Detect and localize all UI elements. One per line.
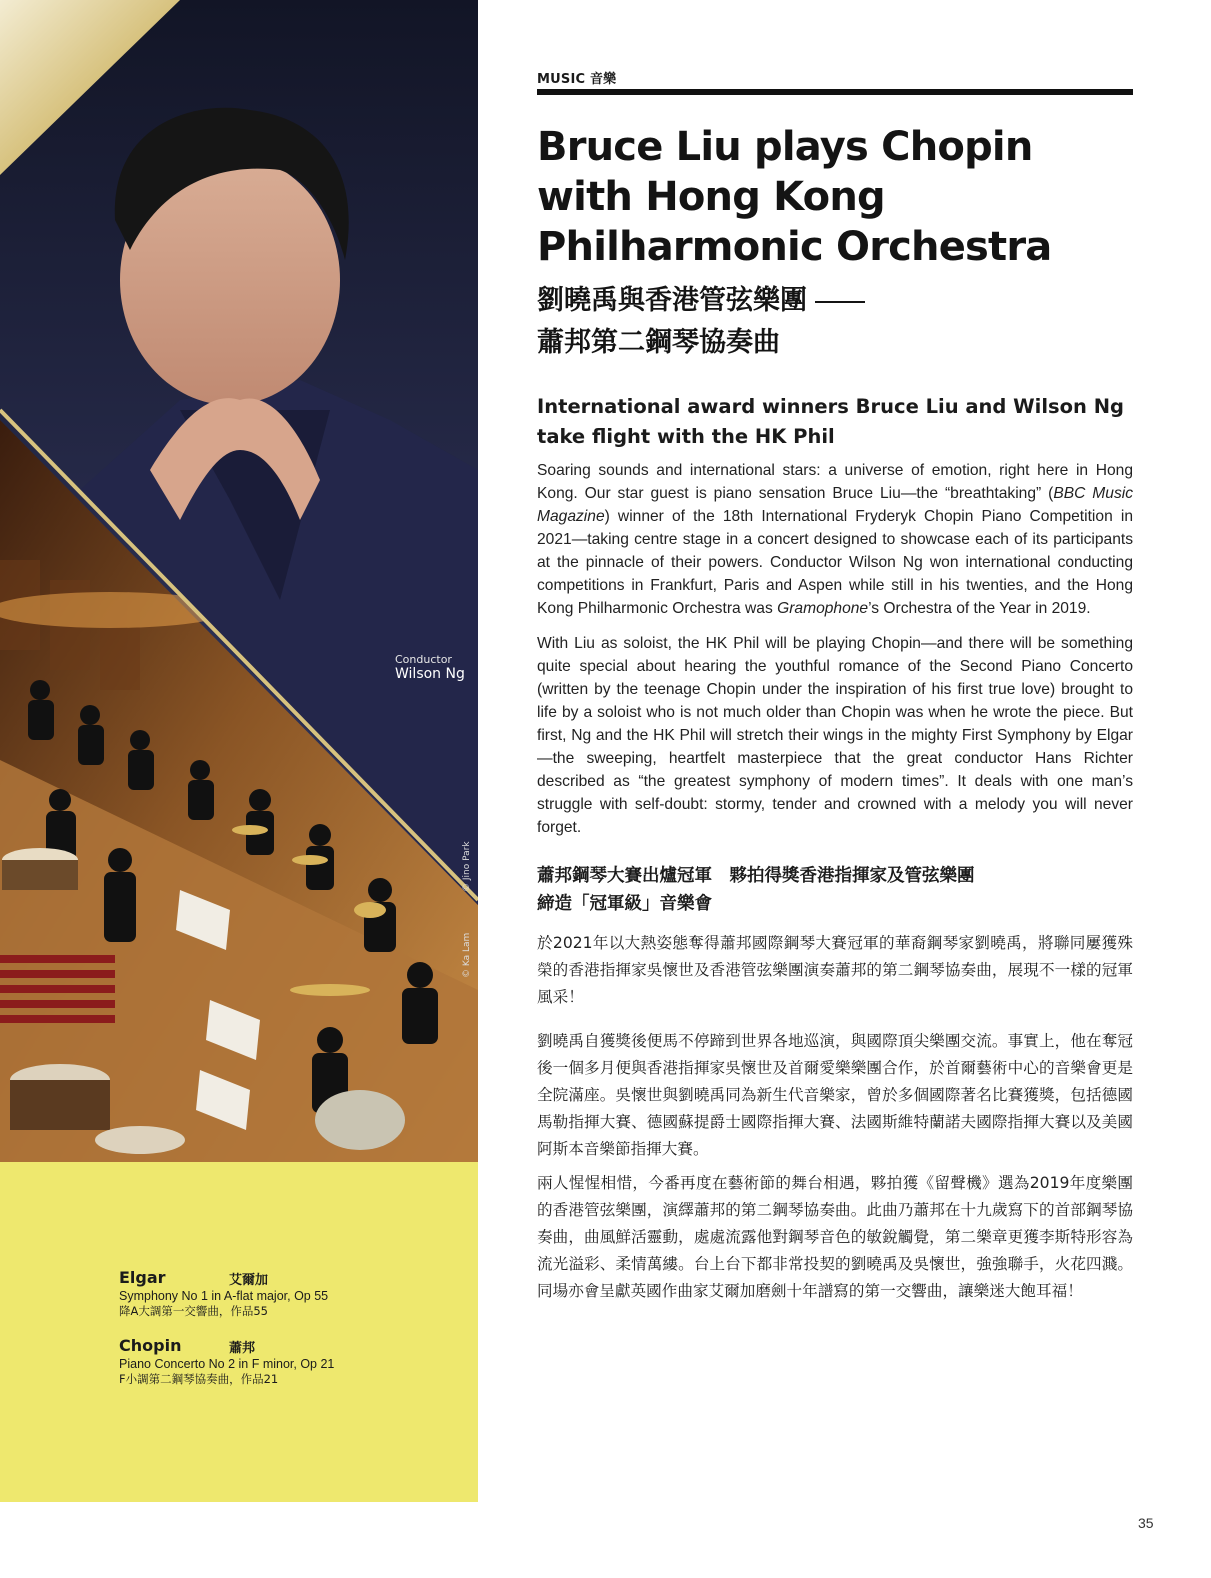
work-title: Symphony No 1 in A-flat major, Op 55 <box>119 1289 329 1303</box>
title-zh-line2: 蕭邦第二鋼琴協奏曲 <box>537 327 780 358</box>
body-paragraph-zh-1: 於2021年以大熱姿態奪得蕭邦國際鋼琴大賽冠軍的華裔鋼琴家劉曉禹，將聯同屢獲殊榮的香港指揮家吳懷世及香港管弦樂團演奏蕭邦的第二鋼琴協奏曲，展現不一樣的冠軍風采！ <box>537 934 1133 1006</box>
program-box <box>0 1162 478 1502</box>
section-divider <box>537 89 1133 95</box>
title-zh-line1: 劉曉禹與香港管弦樂團 <box>537 285 807 316</box>
concert-photo-illustration <box>0 0 478 1162</box>
photo-credit-orchestra: © Ka Lam <box>462 932 472 978</box>
subheading-en: International award winners Bruce Liu and Wilson Ng take flight with the HK Phil <box>537 395 1124 448</box>
page-number: 35 <box>1138 1515 1154 1531</box>
composer-name: Chopin <box>119 1336 182 1355</box>
caption-name: Wilson Ng <box>395 666 465 682</box>
left-column <box>0 0 478 1502</box>
body-paragraph-zh-2: 劉曉禹自獲獎後便馬不停蹄到世界各地巡演，與國際頂尖樂團交流。事實上，他在奪冠後一個多月便與香港指揮家吳懷世及首爾愛樂樂團合作，於首爾藝術中心的音樂會更是全院滿座。吳懷世與劉曉禹同為新生代音樂家，曾於多個國際著名比賽獲獎，包括德國馬勒指揮大賽、德國蘇提爵士國際指揮大賽、法國斯維特蘭諾夫國際指揮大賽以及美國阿斯本音樂節指揮大賽。 <box>537 1032 1133 1158</box>
subhead-zh-line1: 蕭邦鋼琴大賽出爐冠軍 夥拍得獎香港指揮家及管弦樂團 <box>537 866 975 886</box>
para-text: ) winner of the 18th International Fryderyk Chopin Piano Competition in 2021—taking centre stage in a concert designed to showcase each of its participants at the pinnacle of their powers. Conductor Wilson Ng won international conducting competitions in Frankfurt, Paris and Aspen while still in his twenties, and the Hong Kong Philharmonic Orchestra was <box>537 508 1133 617</box>
section-label: MUSIC 音樂 <box>537 72 617 87</box>
photo-collage <box>0 0 478 1162</box>
para-text: Soaring sounds and international stars: a universe of emotion, right here in Hong Kong. Our star guest is piano sensation Bruce Liu—the “breathtaking” ( <box>537 462 1133 502</box>
body-paragraph-en-2: With Liu as soloist, the HK Phil will be playing Chopin—and there will be something quite special about hearing the youthful romance of the Second Piano Concerto (written by the teenage Chopin under the inspiration of his first true love) brought to life by a soloist who is not much older than Chopin was when he wrote the piece. But first, Ng and the HK Phil will stretch their wings in the mighty First Symphony by Elgar—the sweeping, heartfelt masterpiece that the great conductor Hans Richter described as “the greatest symphony of modern times”. It deals with one man’s struggle with self-doubt: stormy, tender and crowned with a melody you will never forget. <box>537 635 1133 836</box>
article-title-en: Bruce Liu plays Chopin with Hong Kong Philharmonic Orchestra <box>537 124 1052 270</box>
composer-name: Elgar <box>119 1268 166 1287</box>
article-title-zh <box>537 280 1133 364</box>
work-title-zh: F小調第二鋼琴協奏曲，作品21 <box>119 1372 279 1386</box>
title-dash <box>815 301 865 303</box>
publication-name: Gramophone <box>777 600 869 617</box>
work-title-zh: 降A大調第一交響曲，作品55 <box>119 1304 268 1318</box>
subhead-zh-line2: 締造「冠軍級」音樂會 <box>537 894 712 914</box>
program-item-chopin <box>119 1336 449 1387</box>
composer-name-zh: 蕭邦 <box>229 1341 256 1356</box>
body-paragraph-en-1 <box>537 459 1133 620</box>
composer-name-zh: 艾爾加 <box>229 1273 269 1288</box>
caption-role: Conductor <box>395 653 452 666</box>
photo-credit-portrait: © Jino Park <box>462 841 472 892</box>
work-title: Piano Concerto No 2 in F minor, Op 21 <box>119 1357 335 1371</box>
subheading-zh <box>537 862 1133 918</box>
photo-caption <box>395 653 465 683</box>
para-text: ’s Orchestra of the Year in 2019. <box>868 600 1091 617</box>
program-item-elgar <box>119 1268 449 1319</box>
publication-name: BBC Music Magazine <box>537 485 1133 525</box>
body-paragraph-zh-3: 兩人惺惺相惜，今番再度在藝術節的舞台相遇，夥拍獲《留聲機》選為2019年度樂團的香港管弦樂團，演繹蕭邦的第二鋼琴協奏曲。此曲乃蕭邦在十九歲寫下的首部鋼琴協奏曲，曲風鮮活靈動，處處流露他對鋼琴音色的敏銳觸覺，第二樂章更獲李斯特形容為流光溢彩、柔情萬縷。台上台下都非常投契的劉曉禹及吳懷世，強強聯手，火花四濺。同場亦會呈獻英國作曲家艾爾加磨劍十年譜寫的第一交響曲，讓樂迷大飽耳福！ <box>537 1174 1133 1300</box>
